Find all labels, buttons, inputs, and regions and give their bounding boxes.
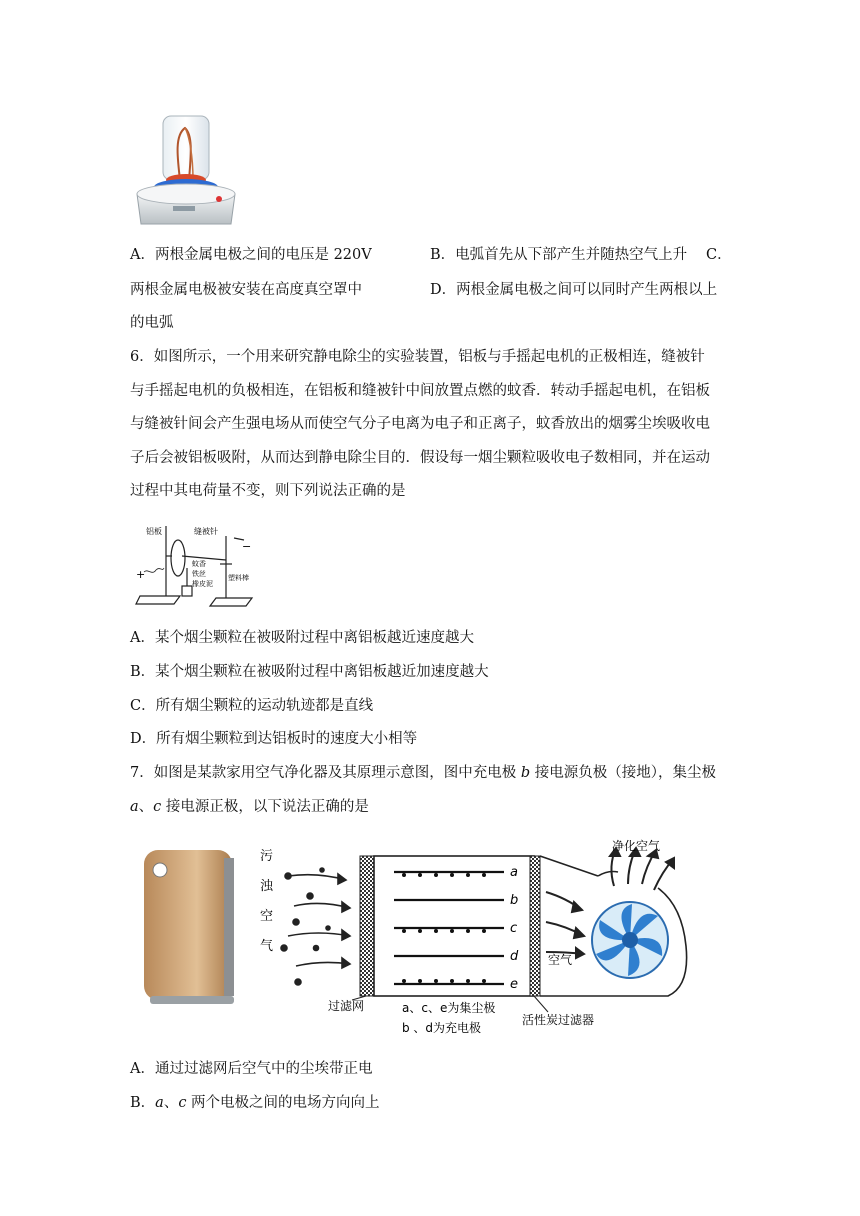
label-electrode-b: b <box>510 893 519 908</box>
q6-stem-line: 子后会被铝板吸附，从而达到静电除尘目的．假设每一烟尘颗粒吸收电子数相同，并在运动 <box>130 450 710 466</box>
label-plastic-rod: 塑料棒 <box>228 574 249 582</box>
label-charging-legend: b 、d为充电极 <box>402 1021 482 1035</box>
q7-option-b: B．a、c 两个电极之间的电场方向向上 <box>130 1095 380 1111</box>
q5-option-d-continued: 的电弧 <box>130 315 174 331</box>
label-electrode-e: e <box>510 977 518 992</box>
label-dirty-air: 气 <box>260 939 274 954</box>
label-electrode-a: a <box>510 865 518 880</box>
q5-option-c: 两根金属电极被安装在高度真空罩中 <box>130 282 362 298</box>
electrostatic-apparatus-figure <box>134 520 254 610</box>
label-dirty-air: 污 <box>260 849 274 864</box>
label-clean-air: 净化空气 <box>612 839 661 853</box>
label-electrode-c: c <box>510 921 518 936</box>
label-plus: + <box>136 568 146 581</box>
label-electrode-d: d <box>510 949 519 964</box>
label-rubber-mud: 橡皮泥 <box>192 580 213 588</box>
q6-stem-line: 与手摇起电机的负极相连，在铝板和缝被针中间放置点燃的蚊香．转动手摇起电机，在铝板 <box>130 383 710 399</box>
label-needle: 缝被针 <box>194 527 218 536</box>
label-iron-wire: 铁丝 <box>192 570 206 578</box>
air-purifier-figure <box>138 836 698 1036</box>
arc-apparatus-figure <box>133 110 237 234</box>
label-minus: − <box>242 540 252 553</box>
q7-stem-line-2: a、c 接电源正极，以下说法正确的是 <box>130 799 369 815</box>
q6-option-b: B．某个烟尘颗粒在被吸附过程中离铝板越近加速度越大 <box>130 664 489 680</box>
q6-stem-line: 过程中其电荷量不变，则下列说法正确的是 <box>130 483 406 499</box>
label-carbon-filter: 活性炭过滤器 <box>522 1013 595 1027</box>
q5-option-c-letter: C． <box>706 247 732 263</box>
q6-option-d: D．所有烟尘颗粒到达铝板时的速度大小相等 <box>130 731 418 747</box>
q6-stem-line: 与缝被针间会产生强电场从而使空气分子电离为电子和正离子，蚊香放出的烟雾尘埃吸收电 <box>130 416 710 432</box>
q7-stem-line-1: 7．如图是某款家用空气净化器及其原理示意图，图中充电极 b 接电源负极（接地），集尘极 <box>130 765 716 781</box>
label-dirty-air: 浊 <box>260 879 274 894</box>
label-aluminum-plate: 铝板 <box>146 527 162 536</box>
label-dirty-air: 空 <box>260 909 274 924</box>
q6-option-a: A．某个烟尘颗粒在被吸附过程中离铝板越近速度越大 <box>130 630 474 646</box>
label-collector-legend: a、c、e为集尘极 <box>402 1001 496 1015</box>
q6-option-c: C．所有烟尘颗粒的运动轨迹都是直线 <box>130 698 374 714</box>
q5-option-a: A．两根金属电极之间的电压是 220V <box>130 247 372 263</box>
label-air: 空气 <box>548 953 573 967</box>
q5-option-b: B．电弧首先从下部产生并随热空气上升 <box>430 247 688 263</box>
q6-stem-line: 6．如图所示，一个用来研究静电除尘的实验装置，铝板与手摇起电机的正极相连，缝被针 <box>130 349 705 365</box>
q5-option-d: D．两根金属电极之间可以同时产生两根以上 <box>430 282 718 298</box>
label-mosquito-coil: 蚊香 <box>192 560 206 568</box>
q7-option-a: A．通过过滤网后空气中的尘埃带正电 <box>130 1061 373 1077</box>
label-filter-net: 过滤网 <box>328 999 365 1013</box>
